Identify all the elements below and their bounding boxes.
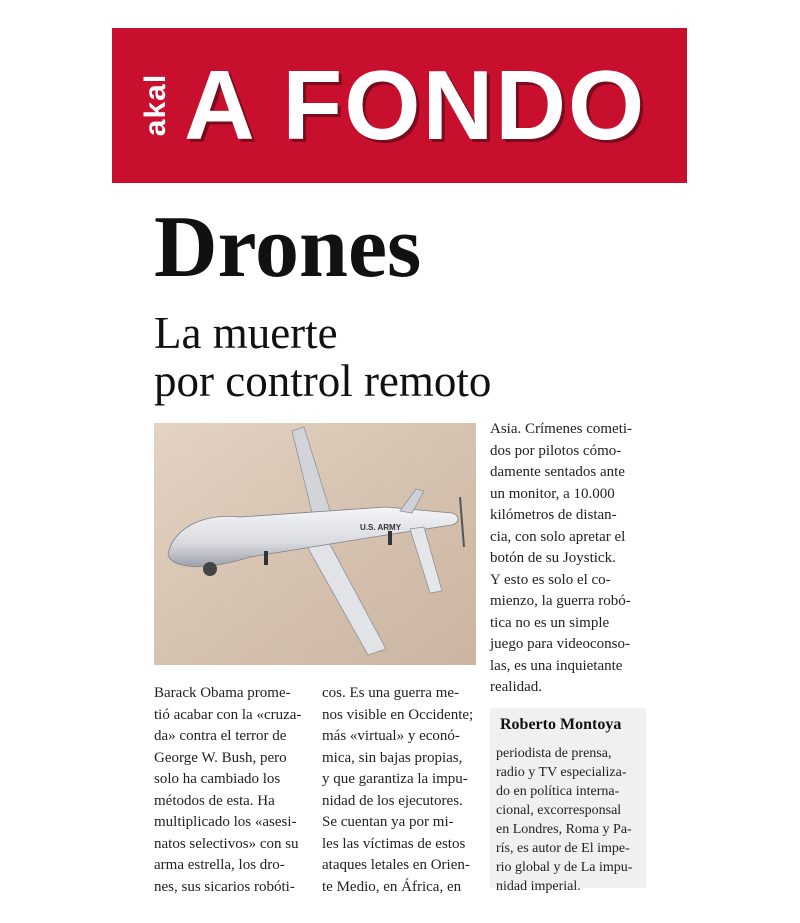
author-bio-line: do en política interna- <box>496 784 620 799</box>
blurb-line: Barack Obama prome- <box>154 685 291 701</box>
book-title: Drones <box>154 199 422 296</box>
blurb-line: más «virtual» y econó- <box>322 728 460 744</box>
blurb-column-3 <box>490 419 648 699</box>
drone-landing-gear <box>264 551 268 565</box>
blurb-line: les las víctimas de estos <box>322 835 466 852</box>
blurb-line: dos por pilotos cómo- <box>490 442 622 459</box>
author-bio-line: en Londres, Roma y Pa- <box>496 822 632 837</box>
blurb-line: ataques letales en Orien- <box>322 857 470 873</box>
blurb-line: botón de su Joystick. <box>490 550 616 566</box>
blurb-line: nidad de los ejecutores. <box>322 792 463 809</box>
subtitle-line: La muerte <box>154 308 338 358</box>
series-banner <box>112 28 687 183</box>
drone-photo <box>154 423 476 665</box>
blurb-line: nos visible en Occidente; <box>322 706 474 723</box>
blurb-column-1 <box>154 683 304 898</box>
blurb-line: Se cuentan ya por mi- <box>322 814 454 830</box>
blurb-line: tica no es un simple <box>490 614 610 631</box>
blurb-line: mica, sin bajas propias, <box>322 749 463 766</box>
blurb-line: las, es una inquietante <box>490 657 623 674</box>
author-box <box>490 708 646 894</box>
blurb-line: nes, sus sicarios robóti- <box>154 878 295 895</box>
blurb-line: un monitor, a 10.000 <box>490 485 615 502</box>
author-bio-line: cional, excorresponsal <box>496 803 622 818</box>
blurb-line: da» contra el terror de <box>154 728 287 744</box>
blurb-column-2 <box>322 683 476 898</box>
author-bio-line: rio global y de La impu- <box>496 860 633 875</box>
book-subtitle <box>154 309 491 405</box>
author-name: Roberto Montoya <box>500 716 622 733</box>
author-bio-line: rís, es autor de El impe- <box>496 841 630 856</box>
blurb-line: mienzo, la guerra robó- <box>490 593 631 609</box>
drone-sensor <box>203 562 217 576</box>
series-title: A FONDO <box>184 50 647 160</box>
author-bio-line: nidad imperial. <box>496 879 581 894</box>
blurb-line: métodos de esta. Ha <box>154 792 275 809</box>
drone-marking: U.S. ARMY <box>360 523 402 532</box>
blurb-line: tió acabar con la «cruza- <box>154 706 302 723</box>
blurb-line: arma estrella, los dro- <box>154 857 285 873</box>
author-bio-line: radio y TV especializa- <box>496 765 627 780</box>
blurb-line: te Medio, en África, en <box>322 878 462 895</box>
blurb-line: Asia. Crímenes cometi- <box>490 421 633 437</box>
blurb-line: y que garantiza la impu- <box>322 771 468 787</box>
blurb-line: juego para videoconso- <box>490 636 630 652</box>
blurb-line: natos selectivos» con su <box>154 835 299 852</box>
blurb-line: multiplicado los «asesi- <box>154 814 297 830</box>
blurb-line: George W. Bush, pero <box>154 749 287 766</box>
blurb-line: damente sentados ante <box>490 464 625 480</box>
author-bio-line: periodista de prensa, <box>496 746 612 761</box>
blurb-line: kilómetros de distan- <box>490 507 617 523</box>
blurb-line: solo ha cambiado los <box>154 771 281 787</box>
blurb-line: cos. Es una guerra me- <box>322 685 460 701</box>
drone-illustration <box>154 423 476 665</box>
blurb-line: Y esto es solo el co- <box>490 571 611 588</box>
blurb-line: realidad. <box>490 679 543 695</box>
book-cover <box>112 28 687 895</box>
author-bio <box>496 744 644 896</box>
drone-landing-gear <box>388 531 392 545</box>
subtitle-line: por control remoto <box>154 356 492 406</box>
publisher-logo: akal <box>139 73 172 137</box>
blurb-line: cia, con solo apretar el <box>490 528 626 545</box>
